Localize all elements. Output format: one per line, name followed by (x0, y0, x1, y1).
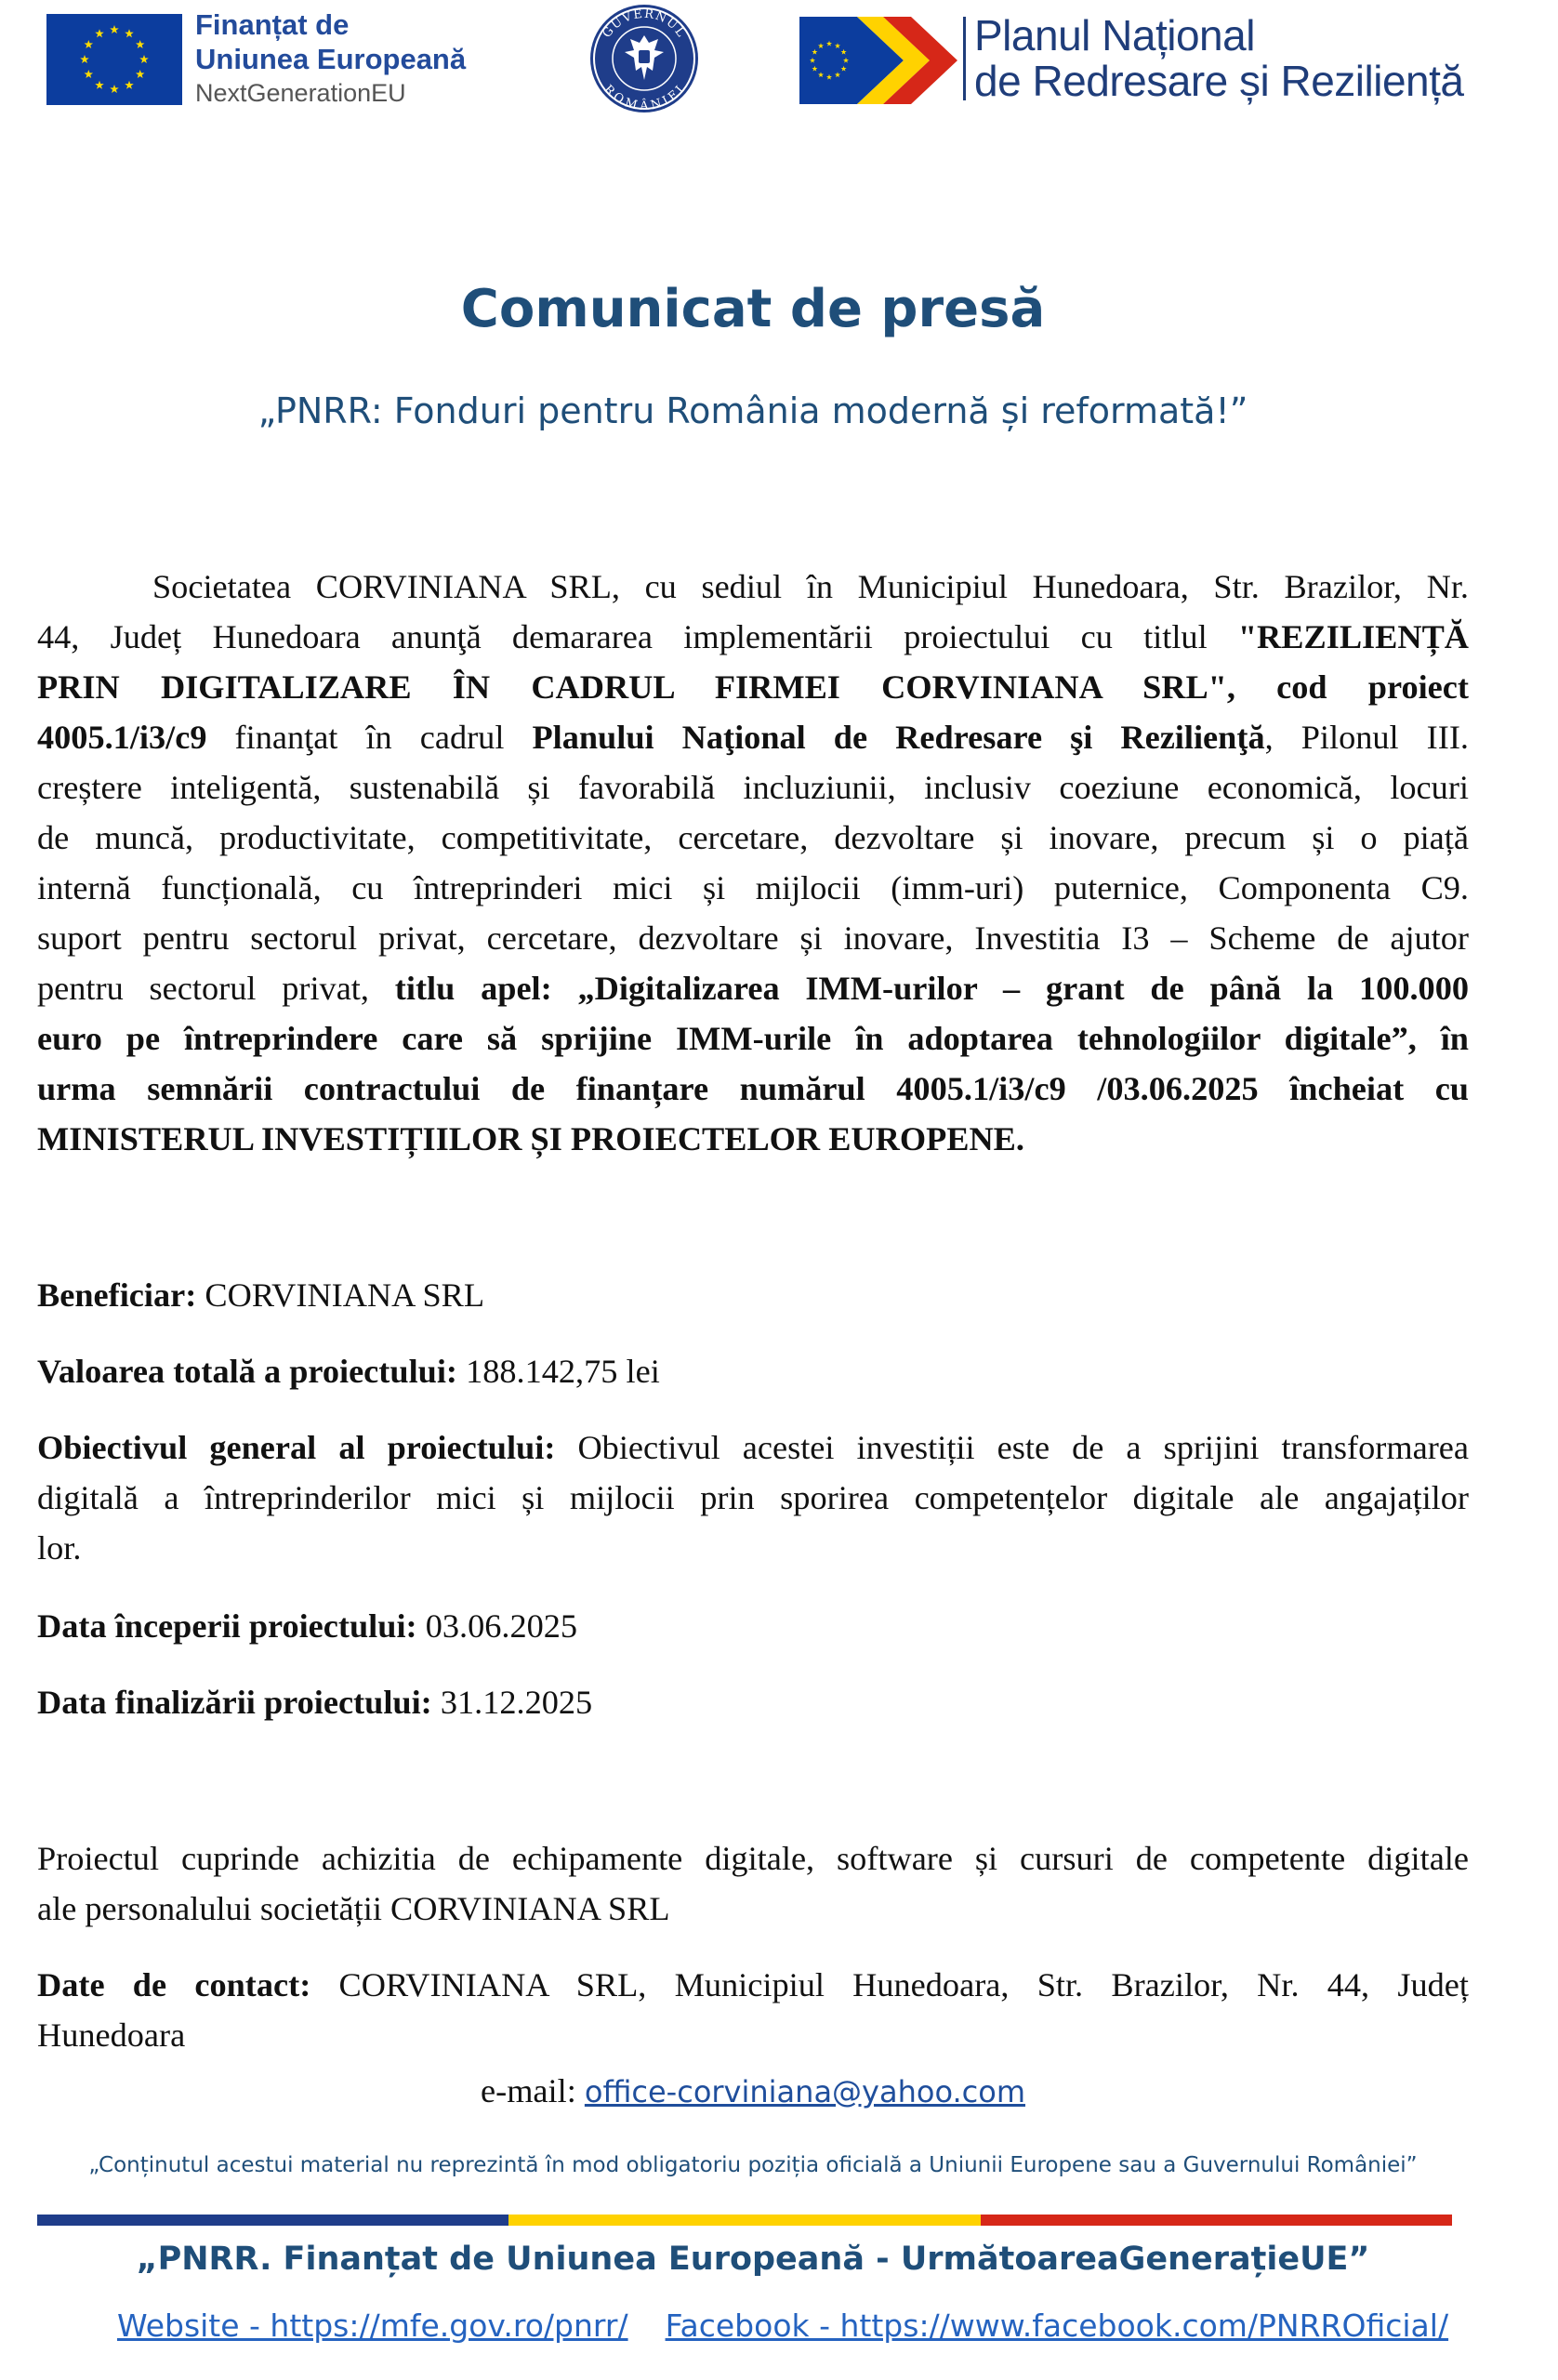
intro-line: Societatea CORVINIANA SRL, cu sediul în Municipiul Hunedoara, Str. Brazilor, Nr. (152, 568, 1469, 605)
objective-line: lor. (37, 1529, 82, 1567)
pnrr-logo-text (974, 13, 1464, 104)
email-row (0, 2071, 1506, 2110)
intro-line: MINISTERUL INVESTIȚIILOR ȘI PROIECTELOR EUROPENE. (37, 1120, 1024, 1157)
logo-bar (0, 0, 1558, 121)
contact-line: Hunedoara (37, 2016, 186, 2054)
objective-block (37, 1422, 1469, 1573)
pnrr-logo-line1: Planul Național (974, 11, 1255, 60)
end-date-row (37, 1677, 1469, 1727)
footer-slogan: „PNRR. Finanțat de Uniunea Europeană - UrmătoareaGenerațieUE” (136, 2241, 1370, 2278)
eu-logo-line1: Finanțat de (195, 8, 350, 41)
objective-label: Obiectivul general al proiectului: (37, 1429, 556, 1466)
contact-block (37, 1960, 1469, 2060)
footer-links (117, 2307, 1448, 2344)
pnrr-logo-separator (963, 17, 966, 100)
end-date-value: 31.12.2025 (431, 1684, 593, 1721)
government-seal-icon (588, 2, 701, 115)
page-title: Comunicat de presă (460, 279, 1046, 339)
intro-line: PRIN DIGITALIZARE ÎN CADRUL FIRMEI CORVINIANA SRL", cod proiect (37, 668, 1469, 706)
pnrr-logo-line2: de Redresare și Reziliență (974, 57, 1464, 105)
objective-line: Obiectivul general al proiectului: Obiectivul acestei investiții este de a sprijini transformarea (37, 1429, 1470, 1466)
website-link[interactable]: Website - https://mfe.gov.ro/pnrr/ (117, 2307, 628, 2344)
contact-line: Date de contact: CORVINIANA SRL, Municipiul Hunedoara, Str. Brazilor, Nr. 44, Județ (37, 1966, 1469, 2003)
objective-line: digitală a întreprinderilor mici și mijlocii prin sporirea competențelor digitale ale angajaților (37, 1479, 1469, 1516)
intro-line: de muncă, productivitate, competitivitate, cercetare, dezvoltare și inovare, precum și o piață (37, 819, 1469, 856)
tricolor-blue (37, 2215, 508, 2226)
intro-line: suport pentru sectorul privat, cercetare, dezvoltare și inovare, Investitia I3 – Scheme de ajutor (37, 919, 1469, 957)
tricolor-yellow (508, 2215, 980, 2226)
intro-paragraph (37, 562, 1469, 1164)
end-date-label: Data finalizării proiectului: (37, 1684, 432, 1721)
eu-flag-icon (46, 14, 182, 105)
start-date-label: Data începerii proiectului: (37, 1607, 417, 1645)
pnrr-flag-icon (799, 17, 959, 104)
intro-line: euro pe întreprindere care să sprijine IMM-urile în adoptarea tehnologiilor digitale”, în (37, 1020, 1469, 1057)
page-subtitle: „PNRR: Fonduri pentru România modernă și reformată!” (257, 390, 1248, 431)
disclaimer: „Conținutul acestui material nu reprezintă în mod obligatoriu poziția oficială a Uniunii Europene sau a Guvernului României” (88, 2153, 1418, 2177)
intro-line: internă funcțională, cu întreprinderi mici și mijlocii (imm-uri) puternice, Componenta C9. (37, 869, 1469, 906)
eu-logo-line3: NextGenerationEU (195, 79, 406, 107)
start-date-value: 03.06.2025 (416, 1607, 578, 1645)
intro-line: pentru sectorul privat, titlu apel: „Digitalizarea IMM-urilor – grant de până la 100.000 (37, 970, 1469, 1007)
email-label: e-mail: (481, 2072, 585, 2109)
beneficiary-value: CORVINIANA SRL (196, 1276, 485, 1314)
eu-logo-text (195, 7, 466, 110)
intro-line: urma semnării contractului de finanțare numărul 4005.1/i3/c9 /03.06.2025 încheiat cu (37, 1070, 1469, 1107)
tricolor-red (981, 2215, 1452, 2226)
project-description (37, 1833, 1469, 1934)
beneficiary-label: Beneficiar: (37, 1276, 197, 1314)
facebook-link[interactable]: Facebook - https://www.facebook.com/PNRROficial/ (665, 2307, 1449, 2344)
seal-top-text: GUVERNUL (600, 7, 689, 41)
eu-logo-line2: Uniunea Europeană (195, 43, 467, 75)
project-line: ale personalului societății CORVINIANA SRL (37, 1890, 670, 1927)
start-date-row (37, 1601, 1469, 1651)
tricolor-stripe (37, 2215, 1452, 2226)
total-value-row (37, 1346, 1469, 1396)
contact-label: Date de contact: (37, 1966, 311, 2003)
intro-line: 4005.1/i3/c9 finanţat în cadrul Planului Naţional de Redresare şi Rezilienţă, Pilonul III. (37, 719, 1469, 756)
email-link[interactable]: office-corviniana@yahoo.com (584, 2074, 1025, 2109)
beneficiary-row (37, 1270, 1469, 1320)
total-value-label: Valoarea totală a proiectului: (37, 1353, 458, 1390)
total-value-amount: 188.142,75 lei (457, 1353, 660, 1390)
intro-line: creștere inteligentă, sustenabilă și favorabilă incluziunii, inclusiv coeziune economică, locuri (37, 769, 1469, 806)
seal-bottom-text: ROMÂNIEI (601, 82, 689, 113)
intro-line: 44, Județ Hunedoara anunţă demararea implementării proiectului cu titlul "REZILIENȚĂ (37, 618, 1469, 655)
project-line: Proiectul cuprinde achizitia de echipamente digitale, software și cursuri de competente digitale (37, 1840, 1469, 1877)
